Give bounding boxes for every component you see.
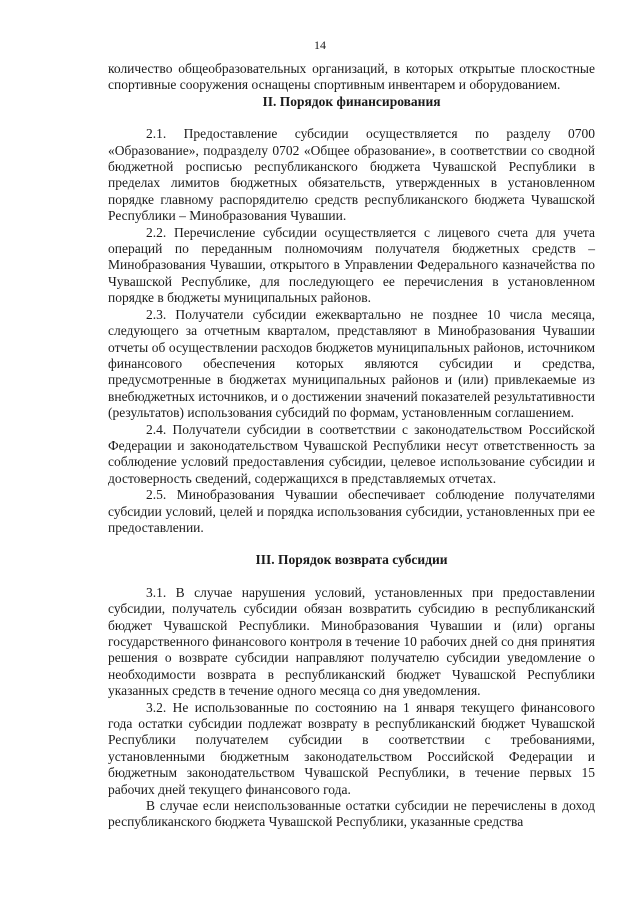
paragraph-3-2: 3.2. Не использованные по состоянию на 1 января текущего финансового года остатки субсидии подлежат возврату в республиканский бюджет Чувашской Республики получателем субсидии в соответствии с требованиями, установленными бюджетным законодательством Российской Федерации и бюджетным законодательством Чувашской Республики, в течение первых 15 рабочих дней текущего финансового года. bbox=[108, 699, 595, 797]
paragraph-2-1: 2.1. Предоставление субсидии осуществляется по разделу 0700 «Образование», подразделу 0702 «Общее образование», в соответствии со сводной бюджетной росписью республиканского бюджета Чувашской Республики в пределах лимитов бюджетных обязательств, утвержденных в установленном порядке главному распорядителю средств республиканского бюджета Чувашской Республики – Минобразования Чувашии. bbox=[108, 126, 595, 224]
document-body bbox=[108, 61, 595, 831]
paragraph-2-2: 2.2. Перечисление субсидии осуществляется с лицевого счета для учета операций по переданным полномочиям получателя бюджетных средств – Минобразования Чувашии, открытого в Управлении Федерального казначейства по Чувашской Республике, для последующего ее перечисления в установленном порядке в бюджеты муниципальных районов. bbox=[108, 224, 595, 306]
page-number: 14 bbox=[314, 38, 326, 52]
paragraph-3-2-continued: В случае если неиспользованные остатки субсидии не перечислены в доход республиканского бюджета Чувашской Республики, указанные средства bbox=[108, 798, 595, 830]
paragraph-2-4: 2.4. Получатели субсидии в соответствии с законодательством Российской Федерации и законодательством Чувашской Республики несут ответственность за соблюдение условий предоставления субсидии, целевое использование субсидии и достоверность сведений, содержащихся в представляемых отчетах. bbox=[108, 421, 595, 486]
paragraph-2-5: 2.5. Минобразования Чувашии обеспечивает соблюдение получателями субсидии условий, целей и порядка использования субсидии, установленных при ее предоставлении. bbox=[108, 487, 595, 535]
section-heading-refund: III. Порядок возврата субсидии bbox=[255, 552, 448, 568]
paragraph-2-3: 2.3. Получатели субсидии ежеквартально не позднее 10 числа месяца, следующего за отчетным кварталом, представляют в Минобразования Чувашии отчеты об осуществлении расходов бюджетов муниципальных районов, источником финансового обеспечения которых являются субсидии и средства, предусмотренные в бюджетах муниципальных районов и (или) привлекаемые из внебюджетных источников, и о достижении значений показателей результативности (результатов) использования субсидий по формам, установленным соглашением. bbox=[108, 306, 595, 421]
intro-continuation-paragraph: количество общеобразовательных организаций, в которых открытые плоскостные спортивные сооружения оснащены спортивным инвентарем и оборудованием. bbox=[108, 61, 595, 93]
paragraph-3-1: 3.1. В случае нарушения условий, установленных при предоставлении субсидии, получатель субсидии обязан возвратить субсидию в республиканский бюджет Чувашской Республики. Минобразования Чувашии и (или) органы государственного финансового контроля в течение 10 рабочих дней со дня принятия решения о возврате субсидии направляют получателю субсидии уведомление о необходимости возврата в республиканский бюджет Чувашской Республики указанных средств в течение одного месяца со дня уведомления. bbox=[108, 584, 595, 699]
section-heading-financing: II. Порядок финансирования bbox=[262, 93, 441, 109]
